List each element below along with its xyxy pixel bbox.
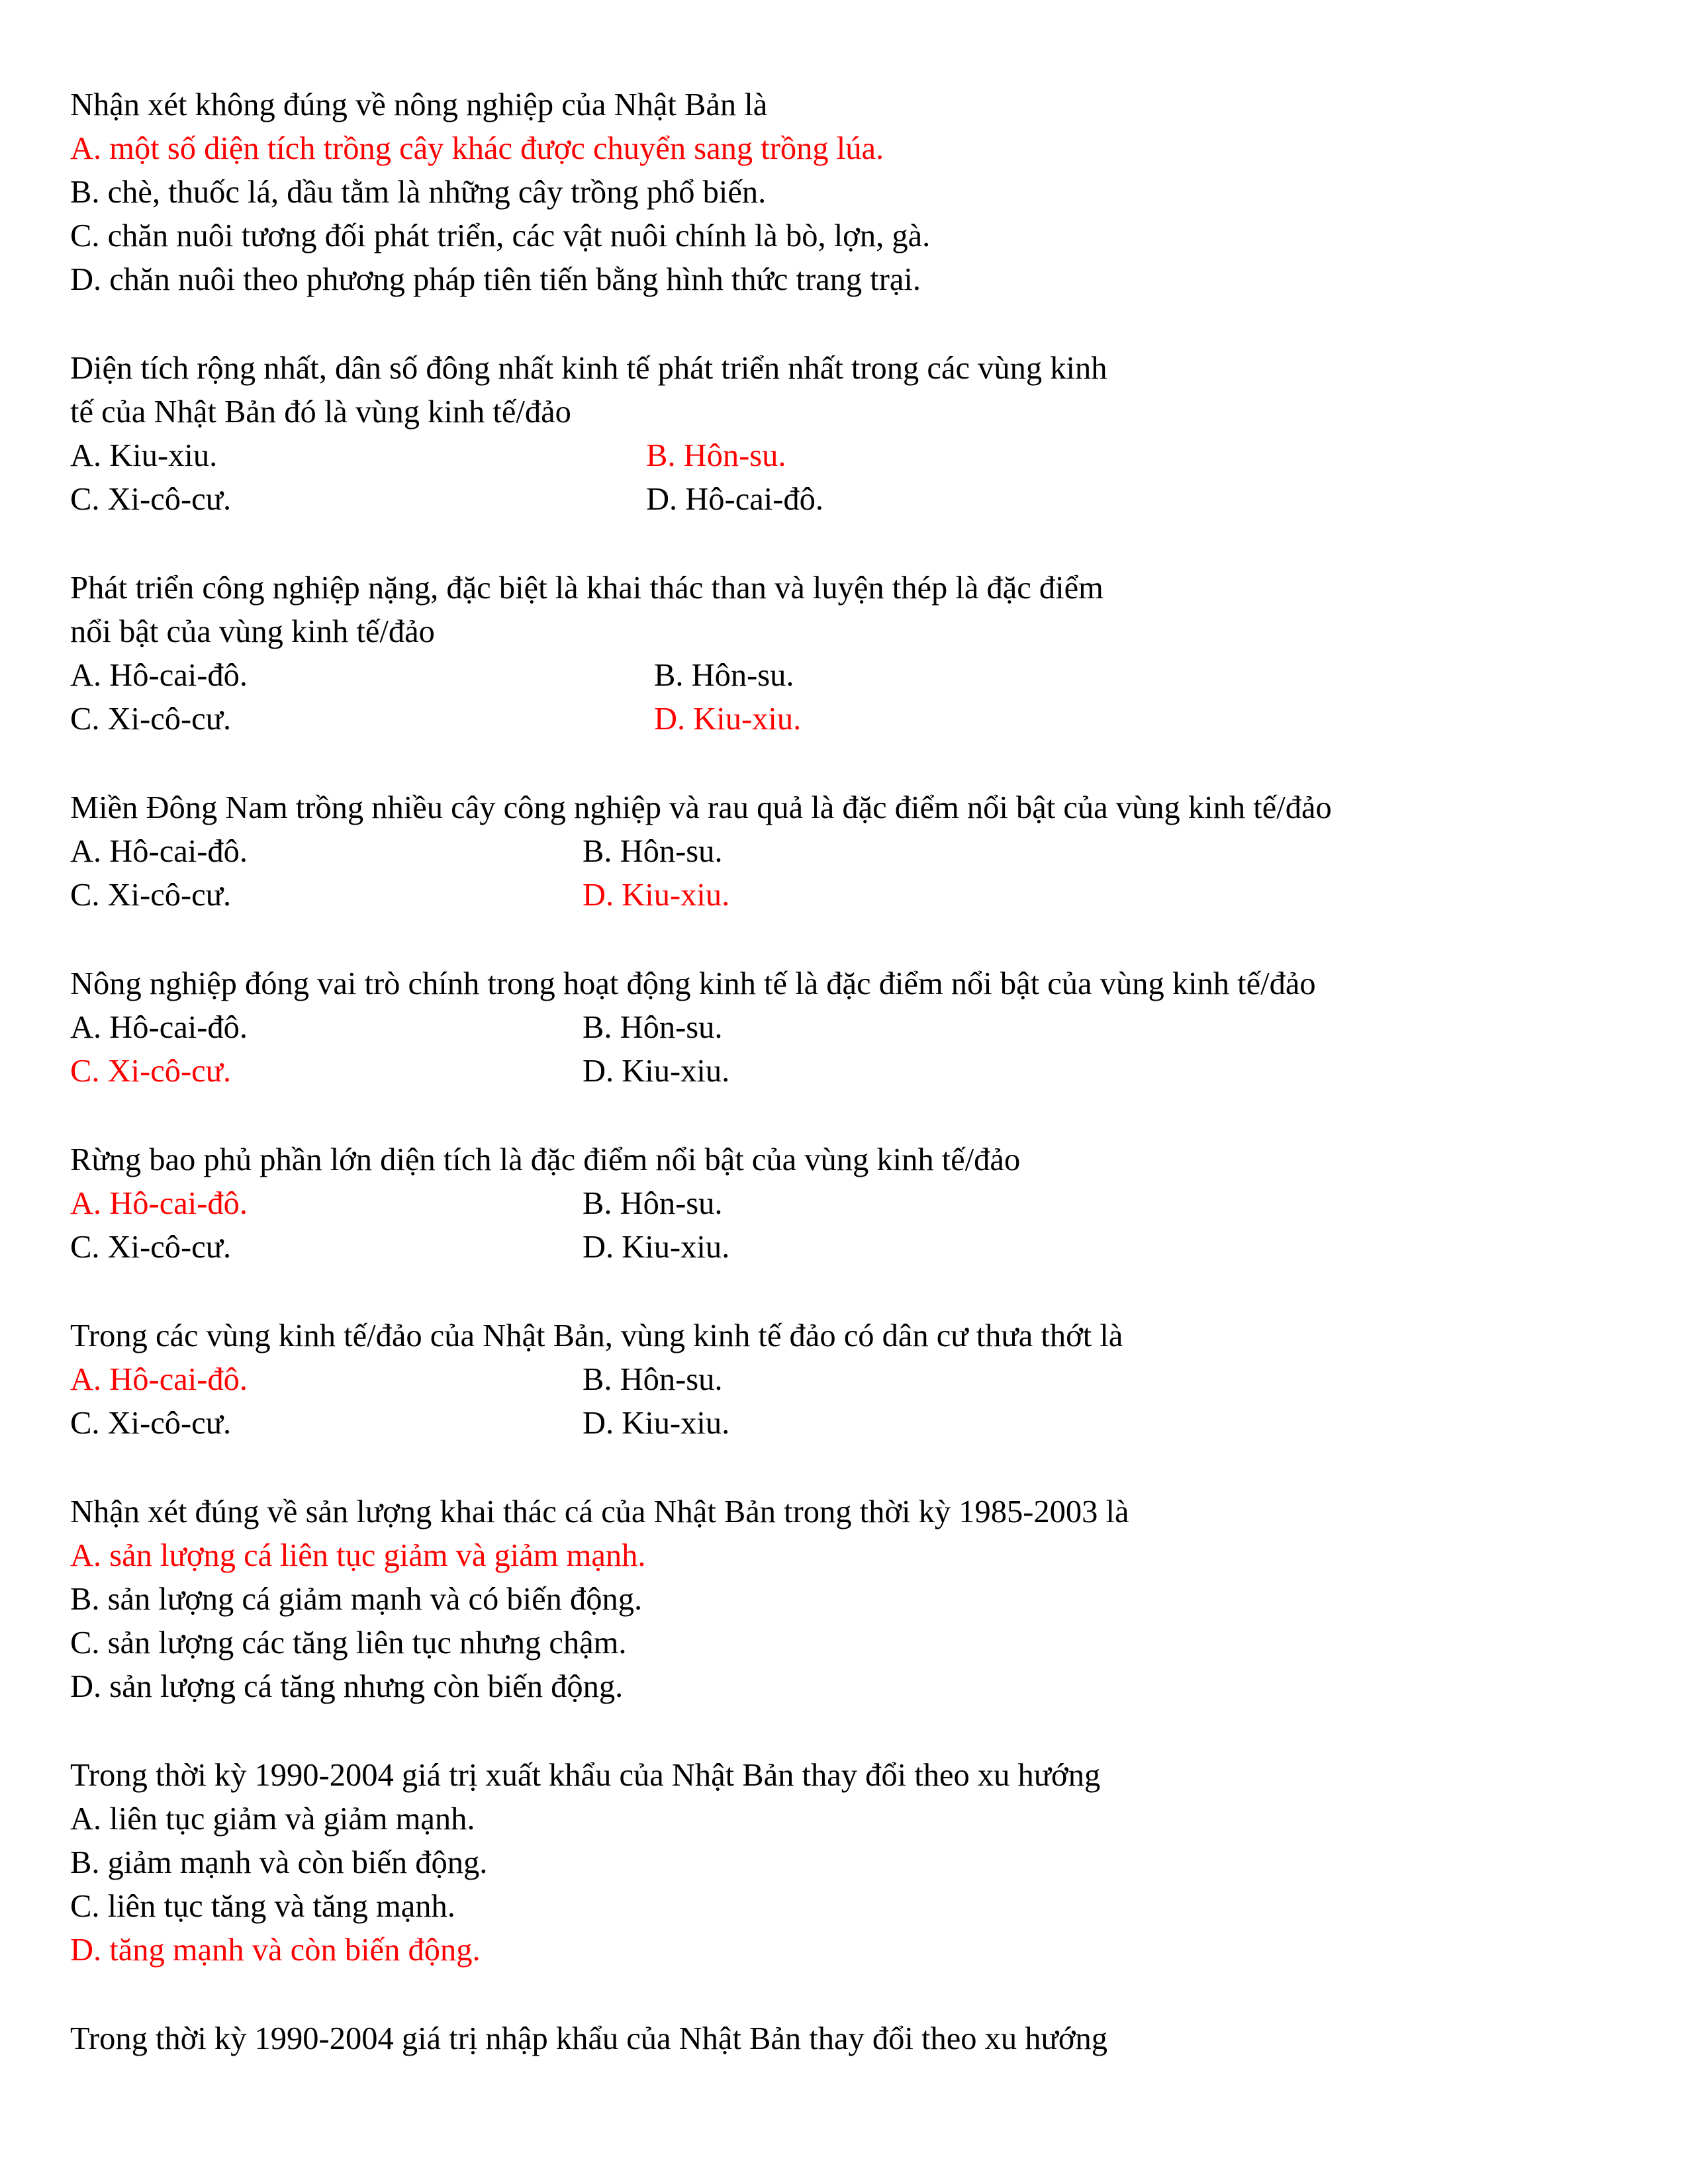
question-3-option-d: D. Kiu-xiu. <box>654 702 802 737</box>
question-4-option-d: D. Kiu-xiu. <box>583 878 730 913</box>
question-7-option-d: D. Kiu-xiu. <box>583 1406 730 1441</box>
question-1-option-b: B. chè, thuốc lá, dầu tằm là những cây trồng phổ biến. <box>70 175 767 210</box>
question-1-stem: Nhận xét không đúng về nông nghiệp của Nhật Bản là <box>70 87 768 122</box>
question-3-option-c: C. Xi-cô-cư. <box>70 702 232 737</box>
question-5-option-c: C. Xi-cô-cư. <box>70 1054 232 1089</box>
question-10-stem: Trong thời kỳ 1990-2004 giá trị nhập khẩu của Nhật Bản thay đổi theo xu hướng <box>70 2021 1107 2056</box>
question-4-option-c: C. Xi-cô-cư. <box>70 878 232 913</box>
question-8-option-d: D. sản lượng cá tăng nhưng còn biến động. <box>70 1669 624 1704</box>
question-7-option-a: A. Hô-cai-đô. <box>70 1362 248 1397</box>
question-3-option-b: B. Hôn-su. <box>654 658 794 693</box>
question-4-option-b: B. Hôn-su. <box>583 834 723 869</box>
question-8-option-b: B. sản lượng cá giảm mạnh và có biến động. <box>70 1582 643 1617</box>
question-8-option-c: C. sản lượng các tăng liên tục nhưng chậm. <box>70 1625 627 1661</box>
question-6-option-b: B. Hôn-su. <box>583 1186 723 1221</box>
question-6-stem: Rừng bao phủ phần lớn diện tích là đặc điểm nổi bật của vùng kinh tế/đảo <box>70 1142 1021 1177</box>
question-4-stem: Miền Đông Nam trồng nhiều cây công nghiệp và rau quả là đặc điểm nổi bật của vùng kinh tế/đảo <box>70 790 1332 825</box>
question-5-option-d: D. Kiu-xiu. <box>583 1054 730 1089</box>
question-6-option-a: A. Hô-cai-đô. <box>70 1186 248 1221</box>
question-1-option-d: D. chăn nuôi theo phương pháp tiên tiến bằng hình thức trang trại. <box>70 262 921 297</box>
question-9-option-c: C. liên tục tăng và tăng mạnh. <box>70 1889 455 1924</box>
question-6-option-d: D. Kiu-xiu. <box>583 1230 730 1265</box>
question-5-stem: Nông nghiệp đóng vai trò chính trong hoạt động kinh tế là đặc điểm nổi bật của vùng kinh tế/đảo <box>70 966 1316 1001</box>
question-2-option-c: C. Xi-cô-cư. <box>70 482 232 517</box>
question-8-stem: Nhận xét đúng về sản lượng khai thác cá của Nhật Bản trong thời kỳ 1985-2003 là <box>70 1494 1129 1529</box>
question-2-stem-line-1: Diện tích rộng nhất, dân số đông nhất kinh tế phát triển nhất trong các vùng kinh <box>70 351 1107 386</box>
question-5-option-b: B. Hôn-su. <box>583 1010 723 1045</box>
question-1-option-c: C. chăn nuôi tương đối phát triển, các vật nuôi chính là bò, lợn, gà. <box>70 218 931 253</box>
question-7-stem: Trong các vùng kinh tế/đảo của Nhật Bản, vùng kinh tế đảo có dân cư thưa thớt là <box>70 1318 1123 1353</box>
question-2-stem-line-2: tế của Nhật Bản đó là vùng kinh tế/đảo <box>70 394 571 430</box>
question-9-stem: Trong thời kỳ 1990-2004 giá trị xuất khẩu của Nhật Bản thay đổi theo xu hướng <box>70 1758 1101 1793</box>
question-3-stem-line-1: Phát triển công nghiệp nặng, đặc biệt là khai thác than và luyện thép là đặc điểm <box>70 570 1103 606</box>
question-9-option-a: A. liên tục giảm và giảm mạnh. <box>70 1801 475 1837</box>
question-9-option-d: D. tăng mạnh và còn biến động. <box>70 1933 481 1968</box>
question-2-option-d: D. Hô-cai-đô. <box>646 482 824 517</box>
question-3-stem-line-2: nổi bật của vùng kinh tế/đảo <box>70 614 435 649</box>
question-2-option-b: B. Hôn-su. <box>646 438 786 473</box>
question-7-option-c: C. Xi-cô-cư. <box>70 1406 232 1441</box>
question-4-option-a: A. Hô-cai-đô. <box>70 834 248 869</box>
question-1-option-a: A. một số diện tích trồng cây khác được chuyển sang trồng lúa. <box>70 131 884 166</box>
question-9-option-b: B. giảm mạnh và còn biến động. <box>70 1845 488 1880</box>
question-3-option-a: A. Hô-cai-đô. <box>70 658 248 693</box>
question-2-option-a: A. Kiu-xiu. <box>70 438 218 473</box>
question-8-option-a: A. sản lượng cá liên tục giảm và giảm mạnh. <box>70 1538 646 1573</box>
question-5-option-a: A. Hô-cai-đô. <box>70 1010 248 1045</box>
question-6-option-c: C. Xi-cô-cư. <box>70 1230 232 1265</box>
question-7-option-b: B. Hôn-su. <box>583 1362 723 1397</box>
